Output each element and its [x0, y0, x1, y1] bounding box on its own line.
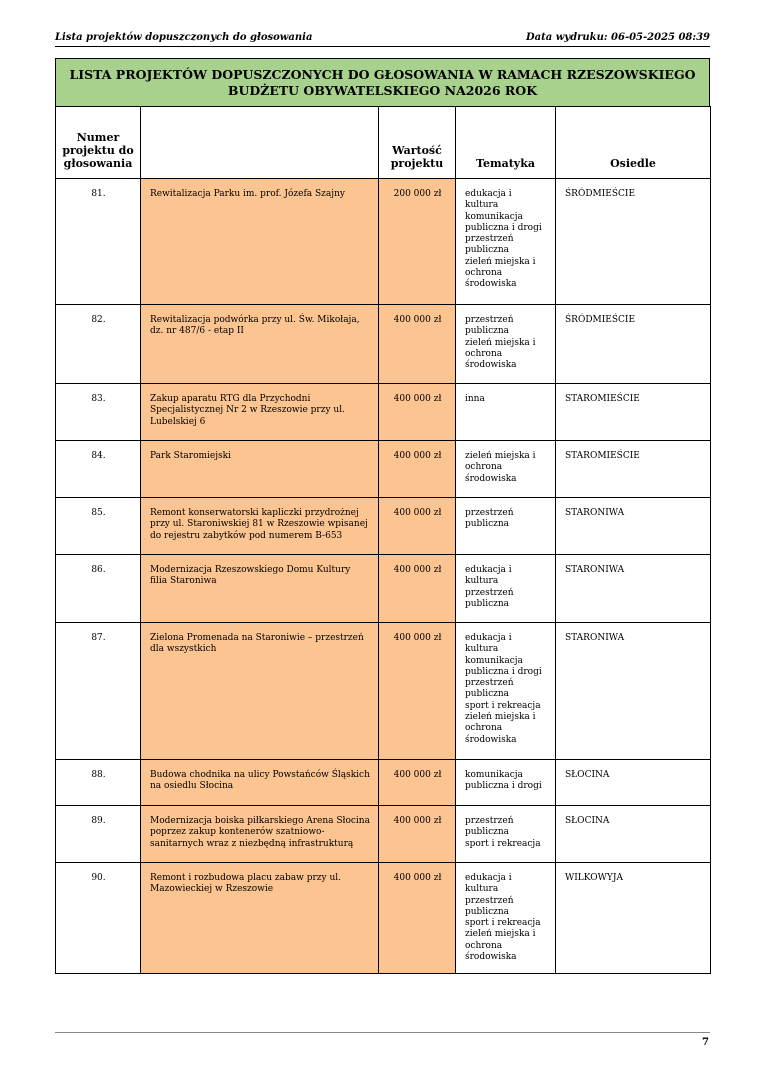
- topic-item: edukacja i kultura: [465, 633, 512, 655]
- project-district: WILKOWYJA: [556, 863, 711, 974]
- topic-item: edukacja i kultura: [465, 189, 512, 211]
- project-value: 400 000 zł: [379, 806, 456, 863]
- list-title: LISTA PROJEKTÓW DOPUSZCZONYCH DO GŁOSOWANIA W RAMACH RZESZOWSKIEGO BUDŻETU OBYWATELSKIEGO NA2026 ROK: [55, 58, 710, 107]
- project-name: Park Staromiejski: [141, 441, 379, 498]
- project-number: 84.: [56, 441, 141, 498]
- projects-table: [55, 106, 711, 974]
- topic-item: zieleń miejska i ochrona środowiska: [465, 451, 536, 484]
- project-value: 200 000 zł: [379, 179, 456, 305]
- project-value: 400 000 zł: [379, 555, 456, 623]
- project-district: STARONIWA: [556, 555, 711, 623]
- table-row: [56, 806, 711, 863]
- project-topics: [456, 623, 556, 760]
- table-row: [56, 305, 711, 384]
- column-header-number: Numer projektu do głosowania: [56, 107, 141, 179]
- table-row: [56, 555, 711, 623]
- project-district: ŚRÓDMIEŚCIE: [556, 305, 711, 384]
- topic-item: zieleń miejska i ochrona środowiska: [465, 256, 536, 290]
- project-number: 83.: [56, 384, 141, 441]
- project-number: 89.: [56, 806, 141, 863]
- project-number: 88.: [56, 760, 141, 806]
- project-name: Rewitalizacja Parku im. prof. Józefa Szajny: [141, 179, 379, 305]
- project-topics: [456, 806, 556, 863]
- project-value: 400 000 zł: [379, 760, 456, 806]
- project-name: Modernizacja Rzeszowskiego Domu Kultury filia Staroniwa: [141, 555, 379, 623]
- topic-item: edukacja i kultura: [465, 565, 512, 587]
- project-topics: [456, 498, 556, 555]
- topic-item: przestrzeń publiczna: [465, 678, 514, 700]
- project-district: STARONIWA: [556, 498, 711, 555]
- topic-item: przestrzeń publiczna: [465, 587, 514, 609]
- project-name: Rewitalizacja podwórka przy ul. Św. Mikołaja, dz. nr 487/6 - etap II: [141, 305, 379, 384]
- topic-item: sport i rekreacja: [465, 700, 541, 711]
- page-footer-line: [55, 1032, 710, 1033]
- topic-item: komunikacja publiczna i drogi: [465, 211, 542, 233]
- page-number: 7: [702, 1037, 709, 1048]
- table-header-row: [56, 107, 711, 179]
- project-topics: [456, 441, 556, 498]
- table-row: [56, 760, 711, 806]
- project-name: Remont konserwatorski kapliczki przydrożnej przy ul. Staroniwskiej 81 w Rzeszowie wpisanej do rejestru zabytków pod numerem B-653: [141, 498, 379, 555]
- table-row: [56, 384, 711, 441]
- project-value: 400 000 zł: [379, 305, 456, 384]
- table-row: [56, 863, 711, 974]
- project-topics: [456, 384, 556, 441]
- project-number: 81.: [56, 179, 141, 305]
- project-topics: [456, 760, 556, 806]
- project-district: SŁOCINA: [556, 806, 711, 863]
- topic-item: przestrzeń publiczna: [465, 315, 514, 337]
- project-district: STAROMIEŚCIE: [556, 441, 711, 498]
- project-name: Budowa chodnika na ulicy Powstańców Śląskich na osiedlu Słocina: [141, 760, 379, 806]
- column-header-value: Wartość projektu: [379, 107, 456, 179]
- table-row: [56, 179, 711, 305]
- project-number: 87.: [56, 623, 141, 760]
- column-header-name: [141, 107, 379, 179]
- topic-item: przestrzeń publiczna: [465, 895, 514, 917]
- table-row: [56, 623, 711, 760]
- project-name: Modernizacja boiska piłkarskiego Arena Słocina poprzez zakup kontenerów szatniowo-sanitarnych wraz z niezbędną infrastrukturą: [141, 806, 379, 863]
- project-value: 400 000 zł: [379, 441, 456, 498]
- project-number: 82.: [56, 305, 141, 384]
- topic-item: przestrzeń publiczna: [465, 234, 514, 256]
- table-row: [56, 441, 711, 498]
- project-district: ŚRÓDMIEŚCIE: [556, 179, 711, 305]
- project-value: 400 000 zł: [379, 863, 456, 974]
- page-header: [55, 32, 710, 47]
- topic-item: przestrzeń publiczna: [465, 508, 514, 530]
- project-number: 90.: [56, 863, 141, 974]
- project-name: Zielona Promenada na Staroniwie – przestrzeń dla wszystkich: [141, 623, 379, 760]
- project-number: 86.: [56, 555, 141, 623]
- topic-item: zieleń miejska i ochrona środowiska: [465, 712, 536, 745]
- project-district: STAROMIEŚCIE: [556, 384, 711, 441]
- project-value: 400 000 zł: [379, 498, 456, 555]
- project-district: SŁOCINA: [556, 760, 711, 806]
- column-header-topics: Tematyka: [456, 107, 556, 179]
- topic-item: zieleń miejska i ochrona środowiska: [465, 337, 536, 371]
- project-number: 85.: [56, 498, 141, 555]
- topic-item: sport i rekreacja: [465, 838, 541, 849]
- print-date: Data wydruku: 06-05-2025 08:39: [525, 32, 710, 43]
- topic-item: inna: [465, 394, 485, 404]
- project-value: 400 000 zł: [379, 384, 456, 441]
- project-name: Remont i rozbudowa placu zabaw przy ul. Mazowieckiej w Rzeszowie: [141, 863, 379, 974]
- project-name: Zakup aparatu RTG dla Przychodni Specjalistycznej Nr 2 w Rzeszowie przy ul. Lubelskiej 6: [141, 384, 379, 441]
- table-body: [56, 179, 711, 974]
- document-title-header: Lista projektów dopuszczonych do głosowania: [55, 32, 313, 43]
- column-header-district: Osiedle: [556, 107, 711, 179]
- table-row: [56, 498, 711, 555]
- topic-item: zieleń miejska i ochrona środowiska: [465, 929, 536, 963]
- topic-item: komunikacja publiczna i drogi: [465, 770, 542, 792]
- topic-item: przestrzeń publiczna: [465, 816, 514, 838]
- project-district: STARONIWA: [556, 623, 711, 760]
- project-topics: [456, 179, 556, 305]
- project-topics: [456, 305, 556, 384]
- project-value: 400 000 zł: [379, 623, 456, 760]
- topic-item: sport i rekreacja: [465, 918, 541, 929]
- project-topics: [456, 555, 556, 623]
- topic-item: edukacja i kultura: [465, 873, 512, 895]
- topic-item: komunikacja publiczna i drogi: [465, 655, 542, 677]
- project-topics: [456, 863, 556, 974]
